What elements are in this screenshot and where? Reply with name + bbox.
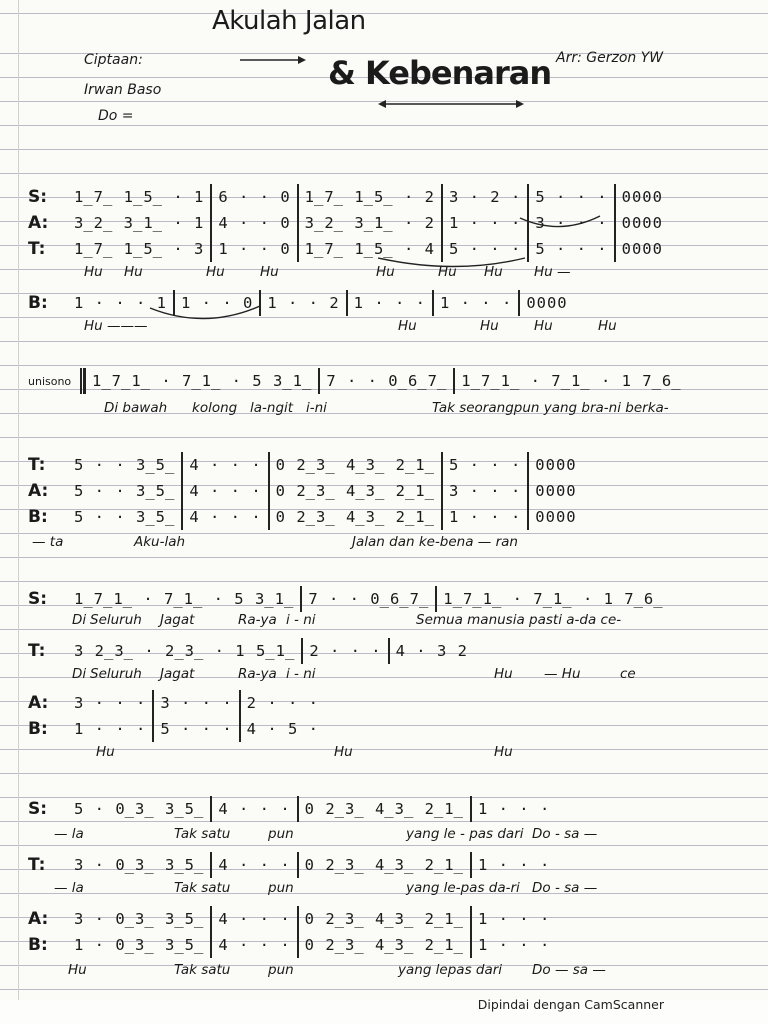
measure: 0000 xyxy=(621,188,663,206)
lyric-word: Hu xyxy=(68,962,87,978)
lyric-word: Jagat xyxy=(160,666,195,682)
lyric-word: Hu xyxy=(480,318,499,334)
title-arrowhead-right-a xyxy=(378,100,386,108)
measure: 1 · · · xyxy=(448,508,522,526)
lyric-word: Ra-ya xyxy=(238,666,277,682)
voice-label: T: xyxy=(28,239,46,259)
measure: 3 · · · xyxy=(535,214,608,232)
measure: 4 · · · xyxy=(218,936,291,954)
measure: 4 · · · xyxy=(218,800,291,818)
measure: 1 · 0̲3̲ 3̲5̲ xyxy=(74,936,205,954)
measure: 3 2̲3̲ · 2̲3̲ · 1 5̲1̲ xyxy=(74,642,296,660)
lyric-word: Do — sa — xyxy=(532,962,606,978)
measure: 0000 xyxy=(621,240,663,258)
voice-label: S: xyxy=(28,187,48,207)
voice-label: S: xyxy=(28,799,48,819)
lyric-word: Semua manusia pasti a-da ce- xyxy=(416,612,622,628)
lyric-word: Hu xyxy=(376,264,395,280)
measure: 7 · · 0̲6̲7̲ xyxy=(326,372,448,390)
lyric-word: Tak satu xyxy=(174,962,231,978)
measure: 0000 xyxy=(535,456,577,474)
voice-label: B: xyxy=(28,507,48,527)
measure: 0000 xyxy=(526,294,568,312)
measure: 3 · · · xyxy=(448,482,522,500)
measure: 5 · · 3̲5̲ xyxy=(74,456,176,474)
measure: 6 · · 0 xyxy=(218,188,291,206)
title-arrowhead-right-b xyxy=(516,100,524,108)
measure: 1 · · · xyxy=(477,910,551,928)
measure: 1̲7̲ 1̲5̲ · 3 xyxy=(74,240,205,258)
measure: 1 · · · xyxy=(477,856,551,874)
voice-label: B: xyxy=(28,293,48,313)
lyric-word: Aku-lah xyxy=(134,534,186,550)
lyric-word: pun xyxy=(268,826,294,842)
measure: 0 2̲3̲ 4̲3̲ 2̲1̲ xyxy=(304,856,464,874)
lyric-word: — Hu xyxy=(544,666,581,682)
lyric-word: Hu xyxy=(598,318,617,334)
staff-row xyxy=(28,908,556,930)
staff-row xyxy=(28,692,325,714)
measure: 3 · 2 · xyxy=(448,188,522,206)
measure: 2 · · · xyxy=(246,694,319,712)
measure: 3 · · · xyxy=(160,694,233,712)
lyric-word: Do - sa — xyxy=(532,826,598,842)
measure: 0000 xyxy=(535,508,577,526)
staff-row xyxy=(28,292,574,314)
measure: 3̲2̲ 3̲1̲ · 1 xyxy=(74,214,205,232)
measure: 1 · · 0 xyxy=(181,294,254,312)
lyric-word: Hu xyxy=(206,264,225,280)
staff-row xyxy=(28,934,556,956)
lyric-word: Hu xyxy=(334,744,353,760)
measure: 0 2̲3̲ 4̲3̲ 2̲1̲ xyxy=(275,508,435,526)
measure: 5 · · 3̲5̲ xyxy=(74,482,176,500)
measure: 1 · · 2 xyxy=(267,294,340,312)
lyric-word: Tak seorangpun yang bra-ni berka- xyxy=(432,400,669,416)
voice-label: T: xyxy=(28,855,46,875)
lyric-word: la-ngit xyxy=(250,400,294,416)
lyric-word: — ta xyxy=(32,534,64,550)
lyric-word: Hu xyxy=(96,744,115,760)
lyric-word: Hu xyxy=(260,264,279,280)
measure: 4 · · · xyxy=(189,456,262,474)
lyric-word: Jagat xyxy=(160,612,195,628)
lyric-word: Hu xyxy=(438,264,457,280)
lyric-word: Hu xyxy=(84,264,103,280)
measure: 3̲2̲ 3̲1̲ · 2 xyxy=(304,214,435,232)
lyric-word: Seluruh xyxy=(90,612,142,628)
scanner-watermark: Dipindai dengan CamScanner xyxy=(477,997,664,1012)
lyric-word: yang le - pas dari xyxy=(406,826,524,842)
measure: 5 · · 3̲5̲ xyxy=(74,508,176,526)
composer-name: Irwan Baso xyxy=(84,82,162,98)
measure: 2 · · · xyxy=(309,642,382,660)
measure: 3 · 0̲3̲ 3̲5̲ xyxy=(74,910,205,928)
voice-label: A: xyxy=(28,909,49,929)
measure: 1̲7̲1̲ · 7̲1̲ · 1 7̲6̲ xyxy=(461,372,682,390)
measure: 7 · · 0̲6̲7̲ xyxy=(308,590,430,608)
staff-row xyxy=(28,640,474,662)
voice-label: B: xyxy=(28,719,48,739)
measure: 1 · · 0 xyxy=(218,240,291,258)
staff-row xyxy=(28,480,583,502)
measure: 5 · · · xyxy=(448,456,522,474)
lyric-word: i-ni xyxy=(306,400,327,416)
measure: 3 · · · xyxy=(74,694,147,712)
lyric-word: Hu xyxy=(484,264,503,280)
measure: 3 · 0̲3̲ 3̲5̲ xyxy=(74,856,205,874)
staff-row xyxy=(28,186,669,208)
lyric-word: Tak satu xyxy=(174,880,231,896)
lyric-word: Hu xyxy=(494,744,513,760)
measure: 4 · · 0 xyxy=(218,214,291,232)
lyric-word: Ra-ya xyxy=(238,612,277,628)
measure: 0 2̲3̲ 4̲3̲ 2̲1̲ xyxy=(275,482,435,500)
lyric-word: Di bawah xyxy=(104,400,168,416)
voice-label: unisono xyxy=(28,374,72,388)
measure: 5 · · · xyxy=(448,240,522,258)
measure: 1̲7̲1̲ · 7̲1̲ · 5 3̲1̲ xyxy=(74,590,295,608)
voice-label: T: xyxy=(28,455,46,475)
staff-row xyxy=(28,588,670,610)
measure: 5 · · · xyxy=(535,240,608,258)
lyric-word: pun xyxy=(268,962,294,978)
lyric-word: i - ni xyxy=(286,666,316,682)
arranger-credit: Arr: Gerzon YW xyxy=(556,50,664,66)
measure: 1 · · · xyxy=(477,800,551,818)
lyric-word: ce xyxy=(620,666,636,682)
measure: 0000 xyxy=(621,214,663,232)
staff-row xyxy=(28,854,556,876)
song-title-line2: & Kebenaran xyxy=(328,54,552,92)
measure: 1 · · · xyxy=(439,294,513,312)
staff-row xyxy=(28,506,583,528)
measure: 4 · · · xyxy=(218,856,291,874)
ciptaan-label: Ciptaan: xyxy=(84,52,143,68)
measure: 5 · 0̲3̲ 3̲5̲ xyxy=(74,800,205,818)
staff-row xyxy=(28,370,688,392)
measure: 0 2̲3̲ 4̲3̲ 2̲1̲ xyxy=(304,800,464,818)
voice-label: A: xyxy=(28,693,49,713)
lyric-word: yang le-pas da-ri xyxy=(406,880,520,896)
measure: 1̲7̲ 1̲5̲ · 4 xyxy=(304,240,435,258)
lyric-word: Hu — xyxy=(534,264,571,280)
lyric-word: Hu xyxy=(398,318,417,334)
lyric-word: Di xyxy=(72,666,87,682)
lyric-word: Do - sa — xyxy=(532,880,598,896)
staff-row xyxy=(28,212,669,234)
measure: 1̲7̲ 1̲5̲ · 1 xyxy=(74,188,205,206)
lyric-word: yang lepas dari xyxy=(398,962,503,978)
measure: 5 · · · xyxy=(535,188,608,206)
measure: 4 · · · xyxy=(189,508,262,526)
lyric-word: — la xyxy=(54,880,84,896)
measure: 4 · 3 2 xyxy=(395,642,468,660)
lyric-word: Hu xyxy=(124,264,143,280)
measure: 1̲7̲ 1̲5̲ · 2 xyxy=(304,188,435,206)
measure: 1 · · · xyxy=(448,214,522,232)
measure: 0 2̲3̲ 4̲3̲ 2̲1̲ xyxy=(275,456,435,474)
staff-row xyxy=(28,454,583,476)
title-arrowhead-left xyxy=(298,56,306,64)
measure: 1̲7̲1̲ · 7̲1̲ · 5 3̲1̲ xyxy=(92,372,313,390)
margin-line xyxy=(18,0,19,1000)
staff-row xyxy=(28,238,669,260)
key-signature: Do = xyxy=(98,108,134,124)
lyric-word: Jalan dan ke-bena — ran xyxy=(352,534,518,550)
song-title-line1: Akulah Jalan xyxy=(212,6,366,36)
measure: 0 2̲3̲ 4̲3̲ 2̲1̲ xyxy=(304,936,464,954)
voice-label: A: xyxy=(28,213,49,233)
lyric-word: Hu xyxy=(534,318,553,334)
measure: 1̲7̲1̲ · 7̲1̲ · 1 7̲6̲ xyxy=(443,590,664,608)
lyric-word: Tak satu xyxy=(174,826,231,842)
measure: 1 · · · xyxy=(74,720,147,738)
measure: 4 · · · xyxy=(189,482,262,500)
voice-label: S: xyxy=(28,589,48,609)
lyric-word: pun xyxy=(268,880,294,896)
lyric-word: Di xyxy=(72,612,87,628)
measure: 1 · · · xyxy=(353,294,426,312)
measure: 0 2̲3̲ 4̲3̲ 2̲1̲ xyxy=(304,910,464,928)
lyric-word: Hu ——— xyxy=(84,318,148,334)
voice-label: B: xyxy=(28,935,48,955)
staff-row xyxy=(28,718,325,740)
lyric-word: — la xyxy=(54,826,84,842)
lyric-word: kolong xyxy=(192,400,238,416)
staff-row xyxy=(28,798,556,820)
measure: 0000 xyxy=(535,482,577,500)
measure: 4 · 5 · xyxy=(246,720,319,738)
measure: 4 · · · xyxy=(218,910,291,928)
voice-label: T: xyxy=(28,641,46,661)
lyric-word: Seluruh xyxy=(90,666,142,682)
lyric-word: i - ni xyxy=(286,612,316,628)
measure: 1 · · · xyxy=(477,936,551,954)
measure: 1 · · · 1 xyxy=(74,294,167,312)
voice-label: A: xyxy=(28,481,49,501)
measure: 5 · · · xyxy=(160,720,233,738)
lyric-word: Hu xyxy=(494,666,513,682)
